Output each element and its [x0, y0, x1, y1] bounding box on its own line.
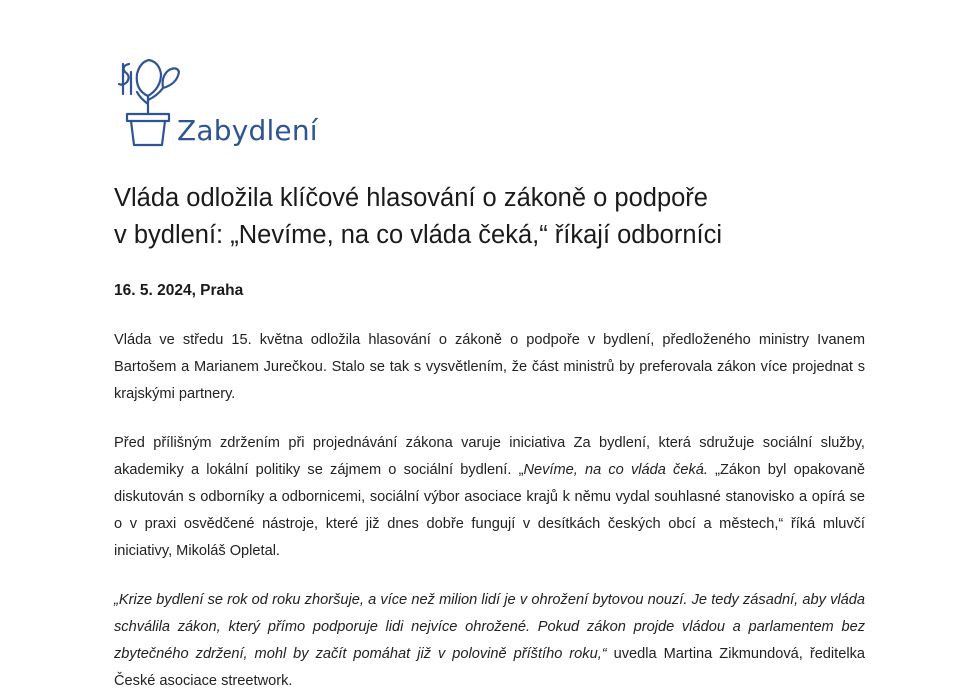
paragraph-2-rest: „Zákon byl opakovaně diskutován s odborníky a odbornicemi, sociální výbor asociace krajů k němu vydal souhlasné stanovisko a opírá se o v praxi osvědčené nástroje, které již dnes dobře fungují v desítkách českých obcí a městech,“ říká mluvčí iniciativy, Mikoláš Opletal.: [114, 462, 866, 559]
paragraph-2-quote: Nevíme, na co vláda čeká.: [523, 462, 708, 478]
paragraph-3-quote: „Krize bydlení se rok od roku zhoršuje, a více než milion lidí je v ohrožení bytovou nouzí. Je tedy zásadní, aby vláda schválila zákon, který přímo podporuje lidi nejvíce ohrožené. Pokud zákon projde vládou a parlamentem bez zbytečného zdržení, mohl by začít pomáhat již v polovině příštího roku,“: [114, 592, 865, 662]
paragraph-3: [114, 587, 865, 695]
logo-wordmark: Zabydlení: [177, 114, 318, 147]
plant-pot-logo-icon: [113, 52, 183, 152]
paragraph-1: Vláda ve středu 15. května odložila hlasování o zákoně o podpoře v bydlení, předloženého ministry Ivanem Bartošem a Marianem Jurečkou. Stalo se tak s vysvětlením, že část ministrů by preferovala zákon více projednat s krajskými partnery.: [114, 332, 865, 402]
paragraph-2: [114, 430, 865, 565]
headline-line-1: Vláda odložila klíčové hlasování o zákoně o podpoře: [114, 184, 708, 212]
paragraph-3-attribution: uvedla Martina Zikmundová, ředitelka České asociace streetwork.: [114, 646, 865, 689]
paragraph-2-intro: Před přílišným zdržením při projednávání zákona varuje iniciativa Za bydlení, která sdružuje sociální služby, akademiky a lokální politiky se zájmem o sociální bydlení. „: [114, 435, 865, 478]
zabydleni-logo: [113, 52, 343, 152]
dateline: 16. 5. 2024, Praha: [114, 282, 244, 299]
article-headline: [114, 180, 874, 254]
headline-line-2: v bydlení: „Nevíme, na co vláda čeká,“ říkají odborníci: [114, 221, 723, 249]
